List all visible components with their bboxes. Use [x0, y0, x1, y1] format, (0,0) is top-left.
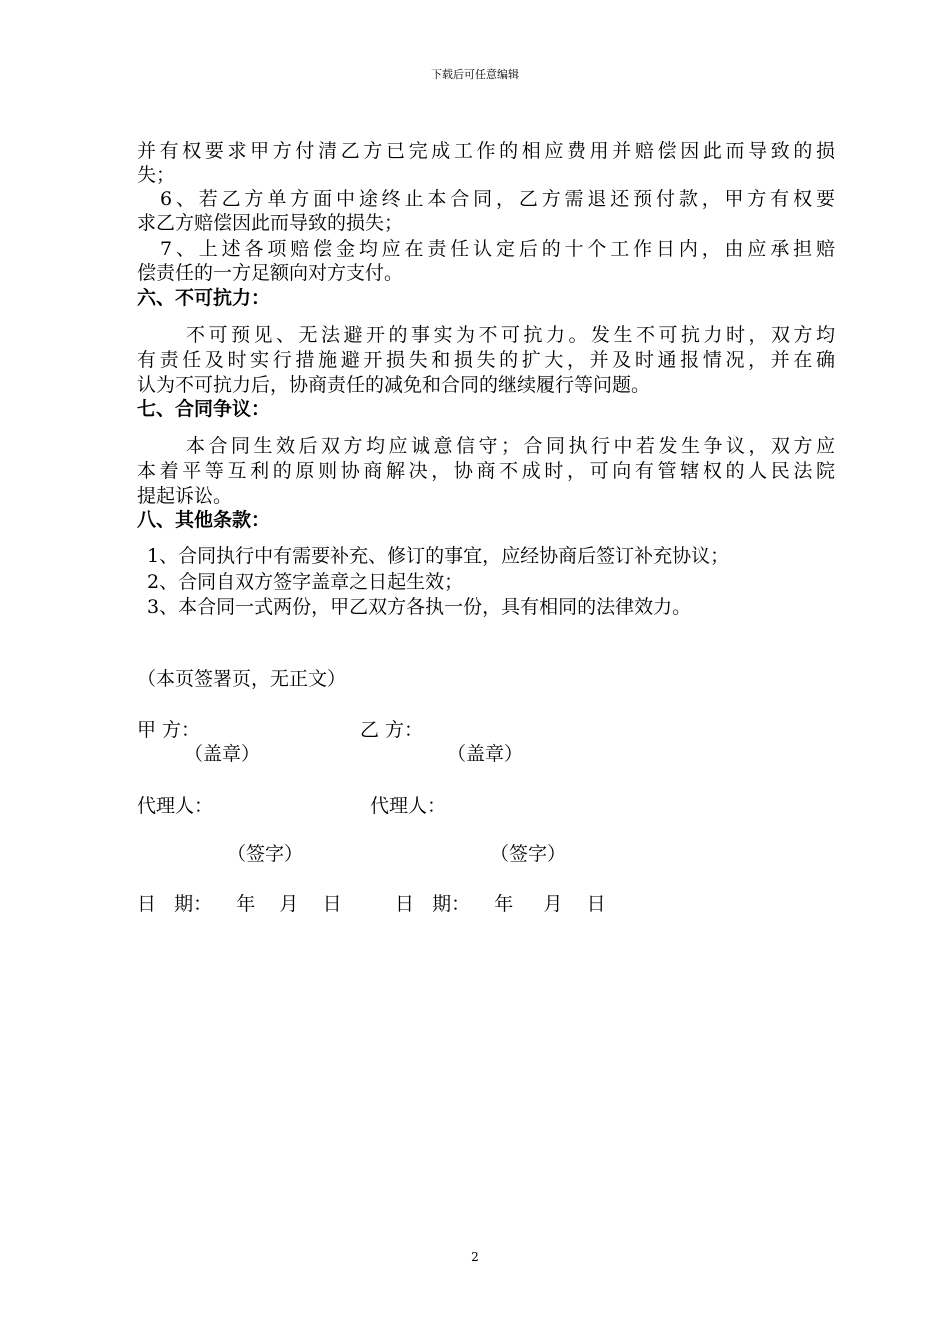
list-item: 2、合同自双方签字盖章之日起生效； [147, 571, 464, 593]
party-b-seal: （盖章） [447, 743, 524, 765]
paragraph-line: 不可预见、无法避开的事实为不可抗力。发生不可抗力时，双方均 [186, 324, 835, 346]
paragraph-line: 本着平等互利的原则协商解决，协商不成时，可向有管辖权的人民法院 [137, 460, 835, 482]
paragraph-line: 本合同生效后双方均应诚意信守；合同执行中若发生争议，双方应 [186, 435, 835, 457]
party-a-label: 甲 方： [137, 719, 201, 741]
agent-b-label: 代理人： [370, 795, 447, 817]
section-heading-other-terms: 八、其他条款： [137, 509, 271, 531]
clause-6-line: 6、若乙方单方面中途终止本合同，乙方需退还预付款，甲方有权要 [160, 188, 835, 210]
date-b-line: 日 期： 年 月 日 [395, 893, 606, 915]
agent-a-sign: （签字） [227, 843, 304, 865]
section-heading-dispute: 七、合同争议： [137, 398, 271, 420]
list-item: 1、合同执行中有需要补充、修订的事宜，应经协商后签订补充协议； [147, 545, 730, 567]
agent-b-sign: （签字） [490, 843, 567, 865]
paragraph-line: 有责任及时实行措施避开损失和损失的扩大，并及时通报情况，并在确 [137, 349, 835, 371]
list-item: 3、本合同一式两份，甲乙双方各执一份，具有相同的法律效力。 [147, 596, 692, 618]
paragraph-line: 提起诉讼。 [137, 485, 233, 507]
page-number: 2 [471, 1250, 479, 1264]
clause-7-line: 7、上述各项赔偿金均应在责任认定后的十个工作日内，由应承担赔 [160, 238, 835, 260]
paragraph-line: 并有权要求甲方付清乙方已完成工作的相应费用并赔偿因此而导致的损 [137, 140, 835, 162]
agent-a-label: 代理人： [137, 795, 214, 817]
section-heading-force-majeure: 六、不可抗力： [137, 287, 271, 309]
date-a-line: 日 期： 年 月 日 [137, 893, 342, 915]
signature-page-note: （本页签署页，无正文） [137, 668, 347, 690]
page-header: 下载后可任意编辑 [431, 68, 519, 81]
party-a-seal: （盖章） [184, 743, 261, 765]
clause-6-line: 求乙方赔偿因此而导致的损失； [137, 212, 404, 234]
paragraph-line: 失； [137, 164, 176, 186]
paragraph-line: 认为不可抗力后，协商责任的减免和合同的继续履行等问题。 [137, 374, 651, 396]
party-b-label: 乙 方： [360, 719, 424, 741]
clause-7-line: 偿责任的一方足额向对方支付。 [137, 262, 404, 284]
